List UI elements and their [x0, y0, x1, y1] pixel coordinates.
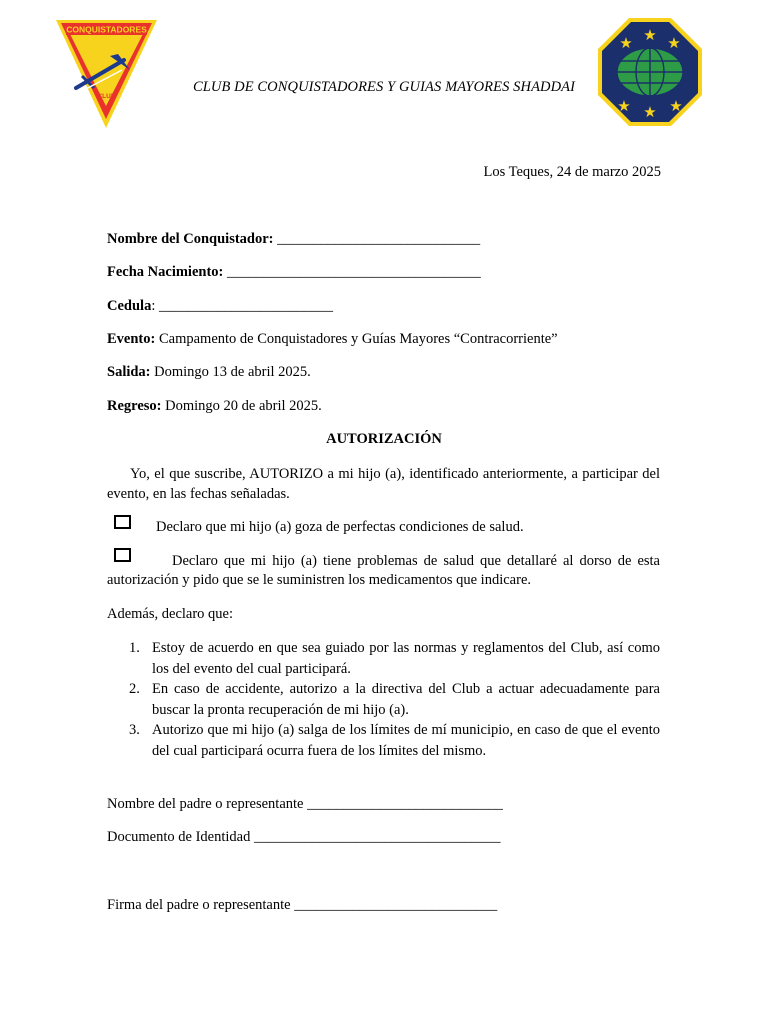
authorization-heading: AUTORIZACIÓN	[326, 431, 442, 447]
svg-text:★: ★	[619, 34, 633, 52]
field-value: Domingo 20 de abril 2025.	[161, 398, 322, 414]
parent-name-line: Nombre del padre o representante ___________________________	[107, 796, 503, 812]
field-salida	[107, 364, 311, 381]
list-item	[107, 720, 660, 761]
field-blank: ____________________________	[273, 231, 481, 247]
field-label: Fecha Nacimiento:	[107, 264, 224, 280]
list-text: En caso de accidente, autorizo a la directiva del Club a actuar adecuadamente para buscar la pronta recuperación de mi hijo (a).	[152, 681, 660, 718]
field-value: Domingo 13 de abril 2025.	[150, 364, 311, 380]
field-label: Nombre del Conquistador:	[107, 231, 274, 247]
list-number: 2.	[129, 681, 140, 697]
health-issues-label-line1: Declaro que mi hijo (a) tiene problemas de salud que detallaré al dorso de esta	[172, 553, 660, 569]
pathfinder-club-logo	[54, 18, 159, 130]
field-value: Campamento de Conquistadores y Guías Mayores “Contracorriente”	[155, 331, 558, 347]
list-text: Estoy de acuerdo en que sea guiado por las normas y reglamentos del Club, así como los del evento del cual participará.	[152, 640, 660, 677]
list-text: Autorizo que mi hijo (a) salga de los límites de mí municipio, en caso de que el evento del cual participará ocurra fuera de los límites del mismo.	[152, 722, 660, 759]
svg-text:★: ★	[667, 34, 681, 52]
ademas-line: Además, declaro que:	[107, 606, 234, 622]
svg-text:★: ★	[643, 26, 657, 44]
list-item	[107, 638, 660, 679]
logo-text-bottom: CLUB	[97, 93, 116, 100]
list-number: 1.	[129, 640, 140, 656]
list-number: 3.	[129, 722, 140, 738]
master-guide-logo	[596, 16, 704, 128]
logo-text-top: CONQUISTADORES	[66, 24, 147, 35]
parent-signature-line: Firma del padre o representante ____________________________	[107, 897, 498, 913]
health-ok-label: Declaro que mi hijo (a) goza de perfectas condiciones de salud.	[156, 519, 524, 535]
health-ok-checkbox[interactable]	[114, 515, 131, 529]
field-label: Cedula	[107, 298, 152, 314]
id-document-line: Documento de Identidad __________________________________	[107, 829, 501, 845]
authorization-intro: Yo, el que suscribe, AUTORIZO a mi hijo (a), identificado anteriormente, a participar del evento, en las fechas señaladas.	[107, 466, 660, 502]
health-issues-checkbox[interactable]	[114, 548, 131, 562]
svg-text:★: ★	[617, 97, 631, 115]
club-title: CLUB DE CONQUISTADORES Y GUIAS MAYORES SHADDAI	[192, 79, 576, 95]
field-blank: ___________________________________	[223, 264, 481, 280]
field-fecha-nacimiento	[107, 264, 481, 281]
svg-text:★: ★	[669, 97, 683, 115]
svg-text:★: ★	[643, 103, 657, 121]
field-label: Evento:	[107, 331, 156, 347]
date-line: Los Teques, 24 de marzo 2025	[483, 164, 661, 180]
field-label: Regreso:	[107, 398, 162, 414]
declarations-list	[107, 638, 660, 761]
field-label: Salida:	[107, 364, 151, 380]
field-regreso	[107, 398, 322, 415]
field-cedula	[107, 298, 333, 315]
list-item	[107, 679, 660, 720]
field-nombre-conquistador	[107, 231, 480, 248]
field-blank: : ________________________	[151, 298, 333, 314]
health-issues-label-line2: autorización y pido que se le suministren los medicamentos que indicare.	[107, 572, 532, 588]
field-evento	[107, 331, 558, 348]
